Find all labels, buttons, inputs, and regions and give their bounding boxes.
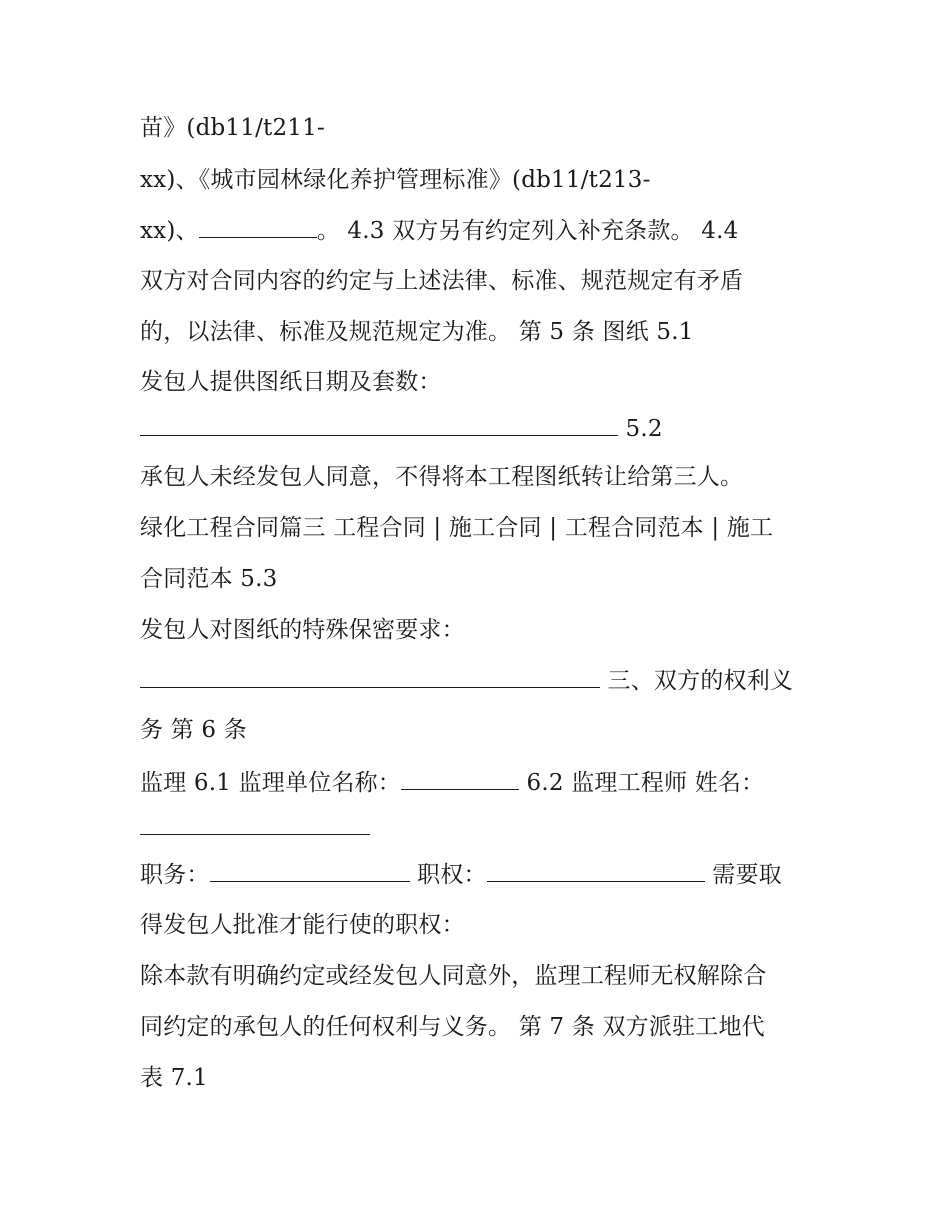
text-line: [140, 413, 663, 444]
line-text: 发包人对图纸的特殊保密要求：: [140, 617, 465, 643]
line-text: 苗》(db11/t211-: [140, 115, 325, 141]
line-text: 的，以法律、标准及规范规定为准。 第 5 条 图纸 5.1: [140, 319, 694, 345]
line-text: xx)、《城市园林绿化养护管理标准》(db11/t213-: [140, 167, 651, 193]
text-line: [140, 367, 442, 397]
text-line: [140, 859, 782, 890]
text-line: [140, 615, 465, 645]
line-text: 表 7.1: [140, 1065, 208, 1091]
line-text: 需要取: [712, 862, 782, 888]
line-text: 。 4.3 双方另有约定列入补充条款。 4.4: [316, 218, 739, 244]
text-line: [140, 961, 766, 991]
fill-in-blank: [487, 859, 705, 882]
fill-in-blank: [199, 215, 317, 238]
fill-in-blank: [401, 767, 519, 790]
text-line: [140, 462, 743, 492]
text-line: [140, 767, 764, 798]
line-text: 双方对合同内容的约定与上述法律、标准、规范规定有矛盾: [140, 268, 744, 294]
text-line: [140, 513, 773, 543]
line-text: 绿化工程合同篇三 工程合同 | 施工合同 | 工程合同范本 | 施工: [140, 515, 774, 541]
line-text: 合同范本 5.3: [140, 566, 278, 592]
text-line: [140, 1012, 765, 1042]
text-line: [140, 113, 325, 143]
line-text: 同约定的承包人的任何权利与义务。 第 7 条 双方派驻工地代: [140, 1014, 765, 1040]
line-text: 务 第 6 条: [140, 717, 247, 743]
text-line: [140, 812, 370, 843]
text-line: [140, 715, 247, 745]
line-text: 除本款有明确约定或经发包人同意外，监理工程师无权解除合: [140, 963, 767, 989]
fill-in-blank: [210, 859, 410, 882]
line-text: 承包人未经发包人同意，不得将本工程图纸转让给第三人。: [140, 464, 744, 490]
fill-in-blank: [140, 812, 370, 835]
line-text: xx)、: [140, 218, 199, 244]
text-line: [140, 1063, 208, 1093]
line-text: 得发包人批准才能行使的职权：: [140, 912, 465, 938]
text-line: [140, 665, 793, 696]
text-line: [140, 564, 278, 594]
text-line: [140, 317, 694, 347]
line-text: 发包人提供图纸日期及套数：: [140, 369, 442, 395]
line-text: 职务：: [140, 862, 210, 888]
fill-in-blank: [140, 665, 600, 688]
line-text: 5.2: [625, 416, 663, 442]
line-text: 职权：: [417, 862, 487, 888]
line-text: 6.2 监理工程师 姓名：: [526, 770, 765, 796]
text-line: [140, 215, 738, 246]
text-line: [140, 266, 743, 296]
text-line: [140, 165, 651, 195]
text-line: [140, 910, 465, 940]
line-text: 监理 6.1 监理单位名称：: [140, 770, 401, 796]
fill-in-blank: [140, 413, 618, 436]
line-text: 三、双方的权利义: [607, 668, 794, 694]
